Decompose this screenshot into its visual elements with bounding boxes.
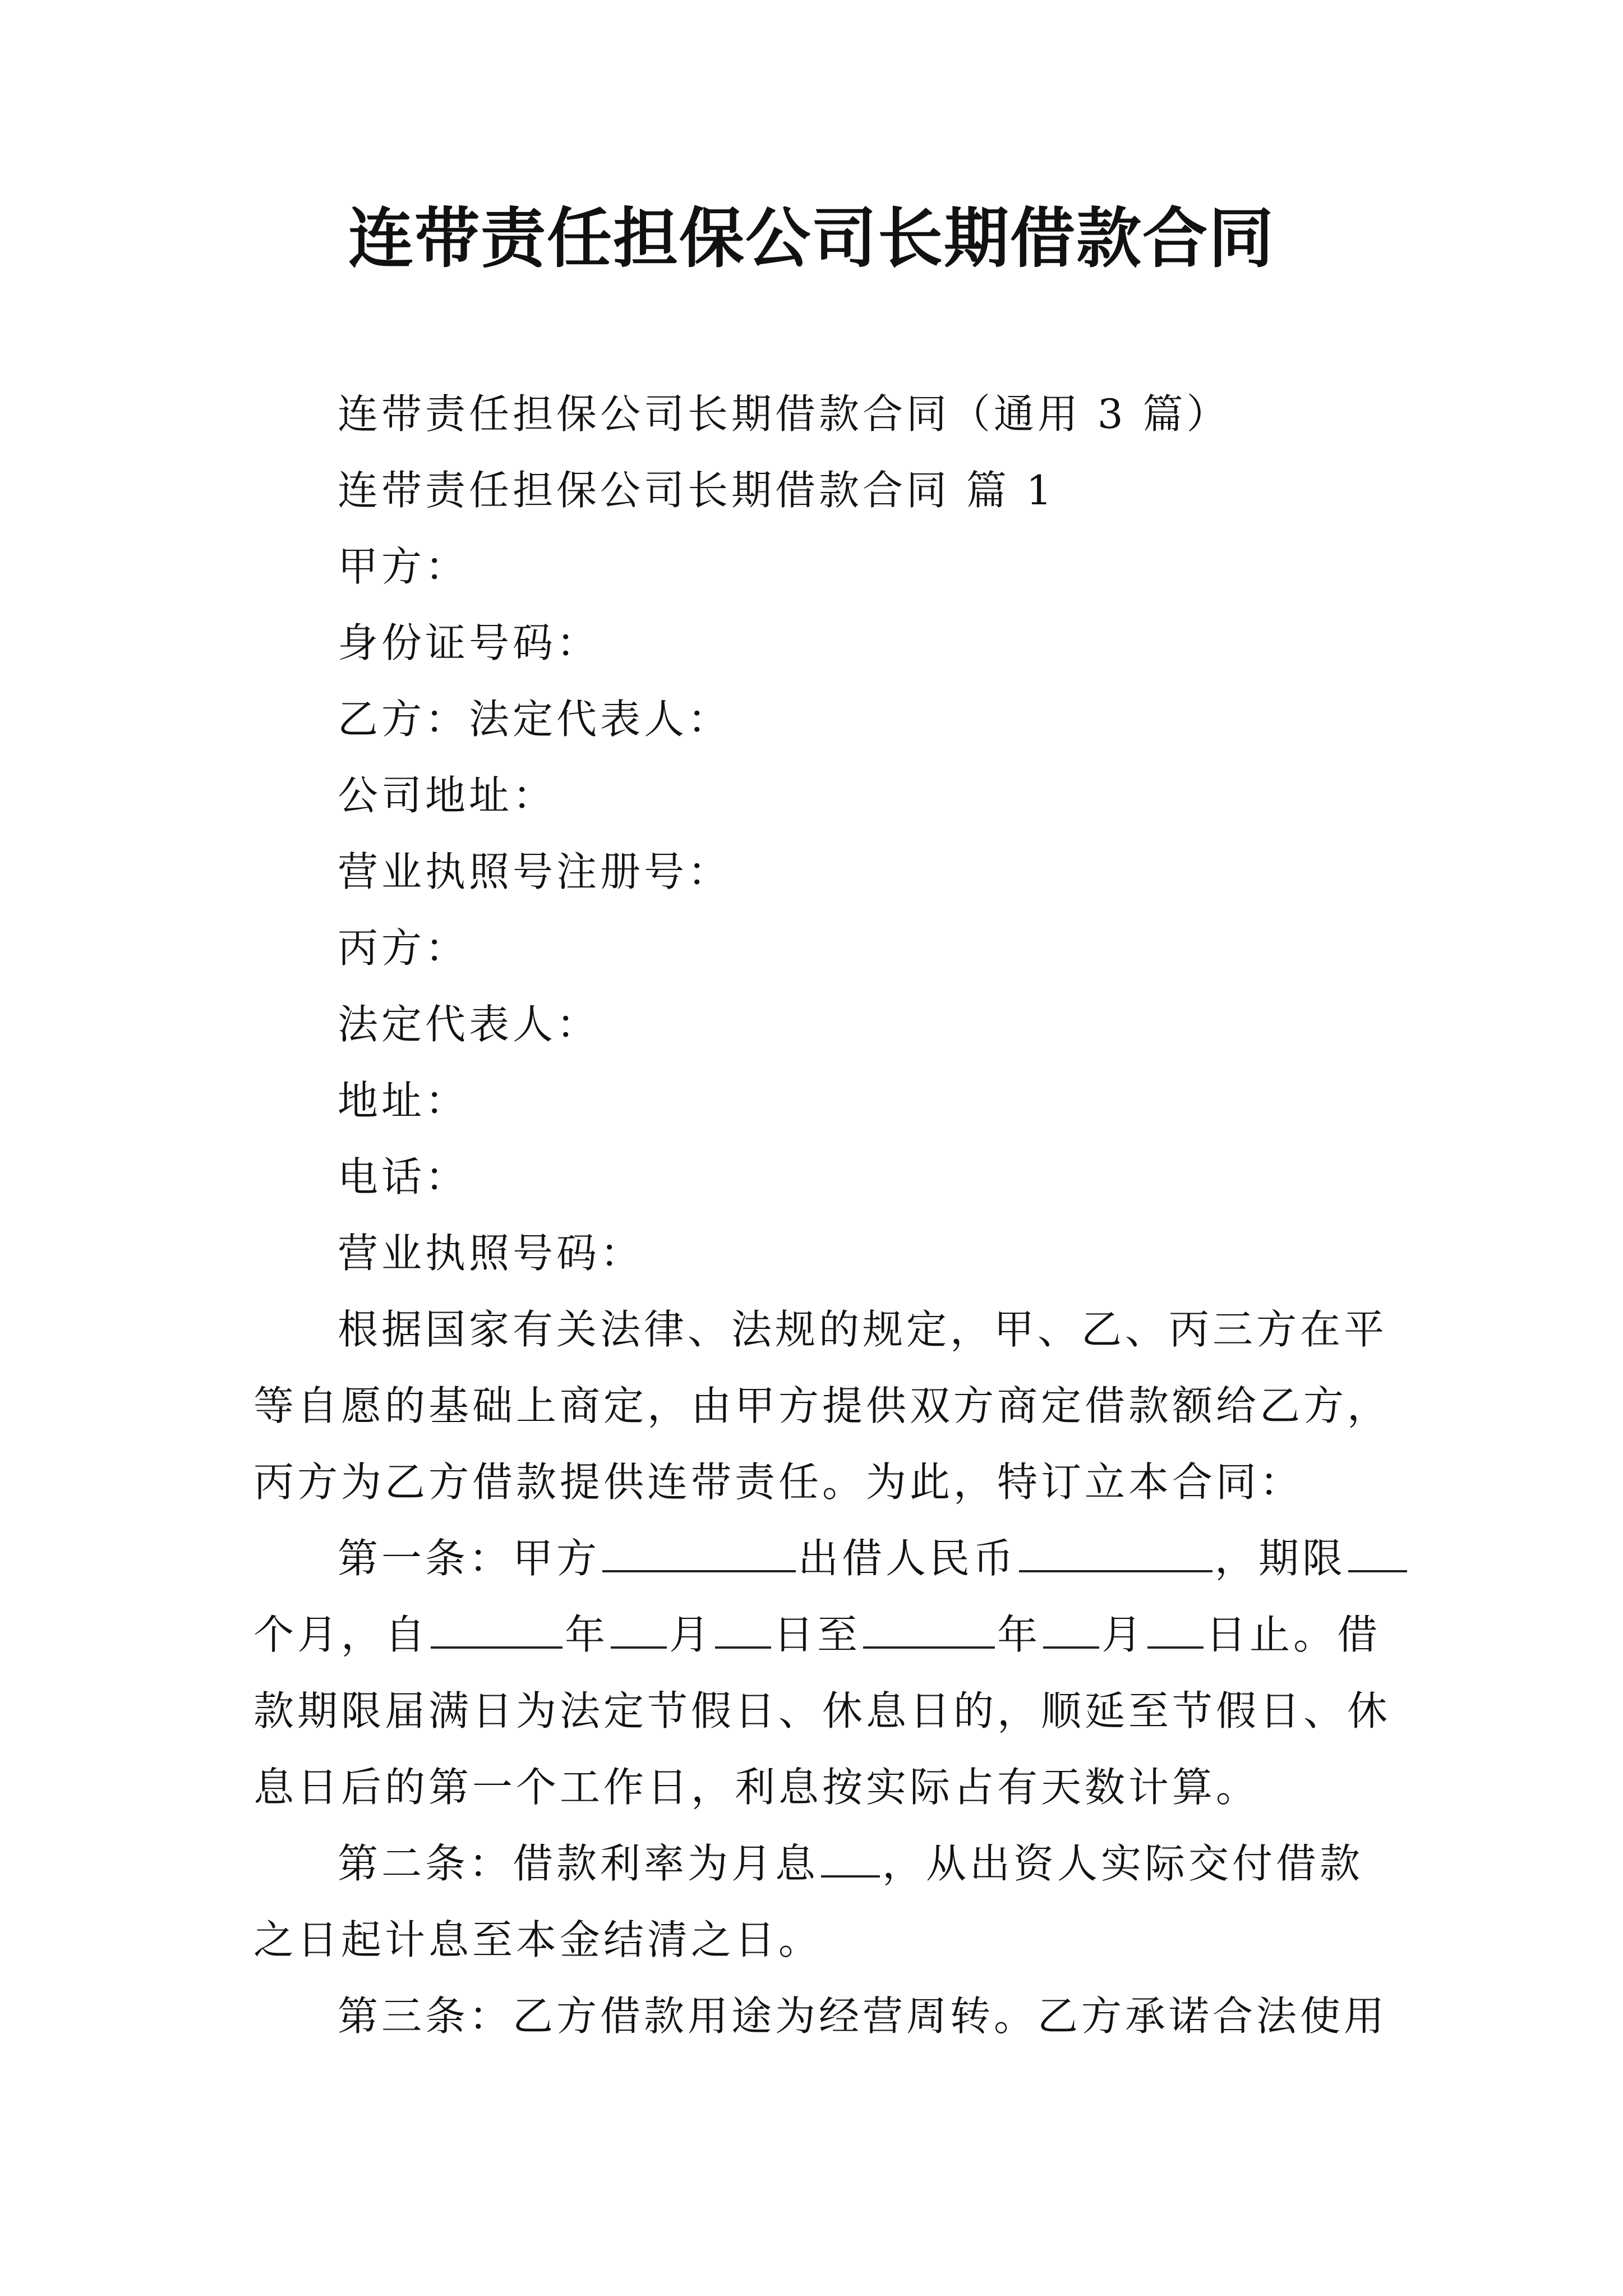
preamble-paragraph xyxy=(253,1291,1391,1520)
preamble-line: 等自愿的基础上商定，由甲方提供双方商定借款额给乙方， xyxy=(253,1382,1391,1429)
article-1-text: 日止。借 xyxy=(1206,1611,1381,1658)
end-year-blank xyxy=(863,1613,995,1649)
article-2-text: ，从出资人实际交付借款 xyxy=(882,1840,1364,1887)
article-2 xyxy=(253,1825,1386,1978)
document-body xyxy=(253,376,1391,2054)
field-business-license-number: 营业执照号码： xyxy=(338,1230,644,1277)
article-1 xyxy=(253,1520,1391,1825)
document-title: 连带责任担保公司长期借款合同 xyxy=(348,200,1275,277)
preamble-line: 丙方为乙方借款提供连带责任。为此，特订立本合同： xyxy=(253,1458,1304,1506)
field-party-a: 甲方： xyxy=(338,543,469,590)
article-1-line-2 xyxy=(253,1596,1386,1673)
field-address: 地址： xyxy=(338,1077,469,1124)
article-1-text: ，期限 xyxy=(1215,1535,1347,1582)
end-day-blank xyxy=(1147,1613,1204,1649)
article-1-text: 月 xyxy=(1101,1611,1146,1658)
article-2-text: 第二条：借款利率为月息 xyxy=(338,1840,819,1887)
field-party-c: 丙方： xyxy=(338,924,469,972)
document-subtitle: 连带责任担保公司长期借款合同（通用 3 篇） xyxy=(338,390,1230,438)
end-month-blank xyxy=(1043,1613,1099,1649)
preamble-line: 根据国家有关法律、法规的规定，甲、乙、丙三方在平 xyxy=(338,1306,1388,1353)
lender-blank xyxy=(602,1536,796,1572)
start-day-blank xyxy=(715,1613,771,1649)
field-legal-rep: 法定代表人： xyxy=(338,1001,601,1048)
field-business-license-reg: 营业执照号注册号： xyxy=(338,848,732,895)
start-year-blank xyxy=(431,1613,562,1649)
article-1-text: 年 xyxy=(997,1611,1041,1658)
article-3 xyxy=(253,1978,1386,2054)
article-1-text: 月 xyxy=(669,1611,713,1658)
interest-rate-blank xyxy=(821,1842,880,1878)
field-id-number: 身份证号码： xyxy=(338,619,601,666)
article-1-line-1 xyxy=(253,1520,1386,1596)
article-3-line-1: 第三条：乙方借款用途为经营周转。乙方承诺合法使用 xyxy=(338,1993,1388,2040)
start-month-blank xyxy=(611,1613,667,1649)
field-company-address: 公司地址： xyxy=(338,772,557,819)
field-phone: 电话： xyxy=(338,1153,469,1200)
section-heading: 连带责任担保公司长期借款合同 篇 1 xyxy=(338,467,1055,514)
article-1-line-4: 息日后的第一个工作日，利息按实际占有天数计算。 xyxy=(253,1764,1260,1811)
article-2-line-1 xyxy=(253,1825,1386,1902)
article-1-text: 日至 xyxy=(773,1611,861,1658)
article-1-text: 年 xyxy=(565,1611,609,1658)
article-1-text: 出借人民币 xyxy=(798,1535,1017,1582)
article-1-line-3: 款期限届满日为法定节假日、休息日的，顺延至节假日、休 xyxy=(253,1687,1391,1734)
term-blank xyxy=(1348,1536,1407,1572)
article-2-line-2: 之日起计息至本金结清之日。 xyxy=(253,1916,823,1963)
field-party-b-legal-rep: 乙方：法定代表人： xyxy=(338,696,732,743)
amount-blank xyxy=(1019,1536,1212,1572)
article-1-text: 第一条：甲方 xyxy=(338,1535,601,1582)
article-1-text: 个月，自 xyxy=(253,1611,429,1658)
